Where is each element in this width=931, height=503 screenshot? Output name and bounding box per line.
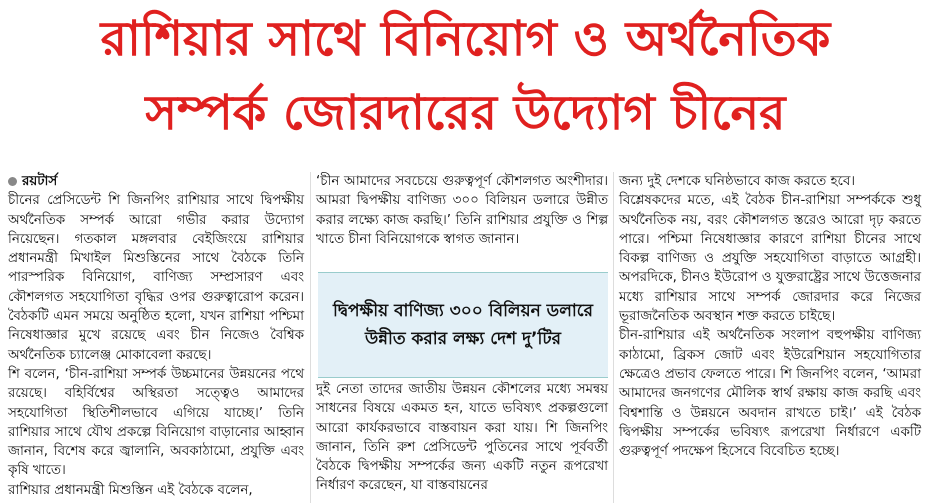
byline: [8, 172, 304, 191]
headline-line-1: রাশিয়ার সাথে বিনিয়োগ ও অর্থনৈতিক: [100, 11, 831, 67]
pull-quote-text: দ্বিপক্ষীয় বাণিজ্য ৩০০ বিলিয়ন ডলারে উন্নীত করার লক্ষ্য দেশ দু’টির: [333, 301, 593, 349]
paragraph: জন্য দুই দেশকে ঘনিষ্ঠভাবে কাজ করতে হবে।: [619, 174, 856, 189]
paragraph: বিশ্লেষকদের মতে, এই বৈঠক চীন-রাশিয়া সম্পর্ককে শুধু অর্থনৈতিক নয়, বরং কৌশলগত স্তরেও আরো দৃঢ় করতে পারে। পশ্চিমা নিষেধাজ্ঞার কারণে রাশিয়া চীনের সাথে বিকল্প বাণিজ্য ও প্রযুক্তি সহযোগিতা বাড়াতে আগ্রহী। অপরদিকে, চীনও ইউরোপ ও যুক্তরাষ্ট্রের সাথে উত্তেজনার মধ্যে রাশিয়ার সাথে সম্পর্ক জোরদার করে নিজের ভূরাজনৈতিক অবস্থান শক্ত করতে চাইছে।: [619, 193, 921, 325]
column-divider: [310, 172, 311, 503]
article-column-1: [8, 172, 304, 500]
paragraph: ‘চীন আমাদের সবচেয়ে গুরুত্বপূর্ণ কৌশলগত অংশীদার। আমরা দ্বিপক্ষীয় বাণিজ্য ৩০০ বিলিয়ন ডলারে উন্নীত করার লক্ষ্যে কাজ করছি।’ তিনি রাশিয়ার প্রযুক্তি ও শিল্প খাতে চীনা বিনিয়োগকে স্বাগত জানান।: [316, 174, 608, 247]
bullet-icon: [8, 177, 17, 186]
paragraph: দুই নেতা তাদের জাতীয় উন্নয়ন কৌশলের মধ্যে সমন্বয় সাধনের বিষয়ে একমত হন, যাতে ভবিষ্যৎ প্রকল্পগুলো আরো কার্যকরভাবে বাস্তবায়ন করা যায়। শি জিনপিং জানান, তিনি রুশ প্রেসিডেন্ট পুতিনের সাথে পূর্ববর্তী বৈঠকে দ্বিপক্ষীয় সম্পর্কের জন্য একটি নতুন রূপরেখা নির্ধারণ করেছেন, যা বাস্তবায়নের: [316, 382, 608, 494]
byline-text: রয়টার্স: [22, 174, 58, 189]
paragraph: চীনের প্রেসিডেন্ট শি জিনপিং রাশিয়ার সাথে দ্বিপক্ষীয় অর্থনৈতিক সম্পর্ক আরো গভীর করার উদ্যোগ নিয়েছেন। গতকাল মঙ্গলবার বেইজিংয়ে রাশিয়ার প্রধানমন্ত্রী মিখাইল মিশুস্তিনের সাথে বৈঠকে তিনি পারস্পরিক বিনিয়োগ, বাণিজ্য সম্প্রসারণ এবং কৌশলগত সহযোগিতা বৃদ্ধির ওপর গুরুত্বারোপ করেন। বৈঠকটি এমন সময়ে অনুষ্ঠিত হলো, যখন রাশিয়া পশ্চিমা নিষেধাজ্ঞার মুখে রয়েছে এবং চীন নিজেও বৈশ্বিক অর্থনৈতিক চ্যালেঞ্জ মোকাবেলা করছে।: [8, 193, 304, 363]
article-column-2: [316, 172, 608, 249]
paragraph: রাশিয়ার প্রধানমন্ত্রী মিশুস্তিন এই বৈঠকে বলেন,: [8, 482, 253, 498]
headline-line-2: সম্পর্ক জোরদারের উদ্যোগ চীনের: [145, 85, 786, 141]
article-column-3: [619, 172, 921, 461]
paragraph: চীন-রাশিয়ার এই অর্থনৈতিক সংলাপ বহুপক্ষীয় বাণিজ্য কাঠামো, ব্রিকস জোট এবং ইউরেশিয়ান সহযোগিতার ক্ষেত্রেও প্রভাব ফেলতে পারে। শি জিনপিং বলেন, ‘আমরা আমাদের জনগণের মৌলিক স্বার্থ রক্ষায় কাজ করছি এবং বিশ্বশান্তি ও উন্নয়নে অবদান রাখতে চাই।’ এই বৈঠক দ্বিপক্ষীয় সম্পর্কের ভবিষ্যৎ রূপরেখা নির্ধারণে একটি গুরুত্বপূর্ণ পদক্ষেপ হিসেবে বিবেচিত হচ্ছে।: [619, 328, 921, 460]
column-divider: [613, 172, 614, 503]
pull-quote: [318, 272, 608, 378]
article-column-2-lower: [316, 380, 608, 496]
paragraph: শি বলেন, ‘চীন-রাশিয়া সম্পর্ক উচ্চমানের উন্নয়নের পথে রয়েছে। বহির্বিশ্বের অস্থিরতা সত্ত্বেও আমাদের সহযোগিতা স্থিতিশীলভাবে এগিয়ে যাচ্ছে।’ তিনি রাশিয়ার সাথে যৌথ প্রকল্পে বিনিয়োগ বাড়ানোর আহ্বান জানান, বিশেষ করে জ্বালানি, অবকাঠামো, প্রযুক্তি এবং কৃষি খাতে।: [8, 366, 304, 479]
